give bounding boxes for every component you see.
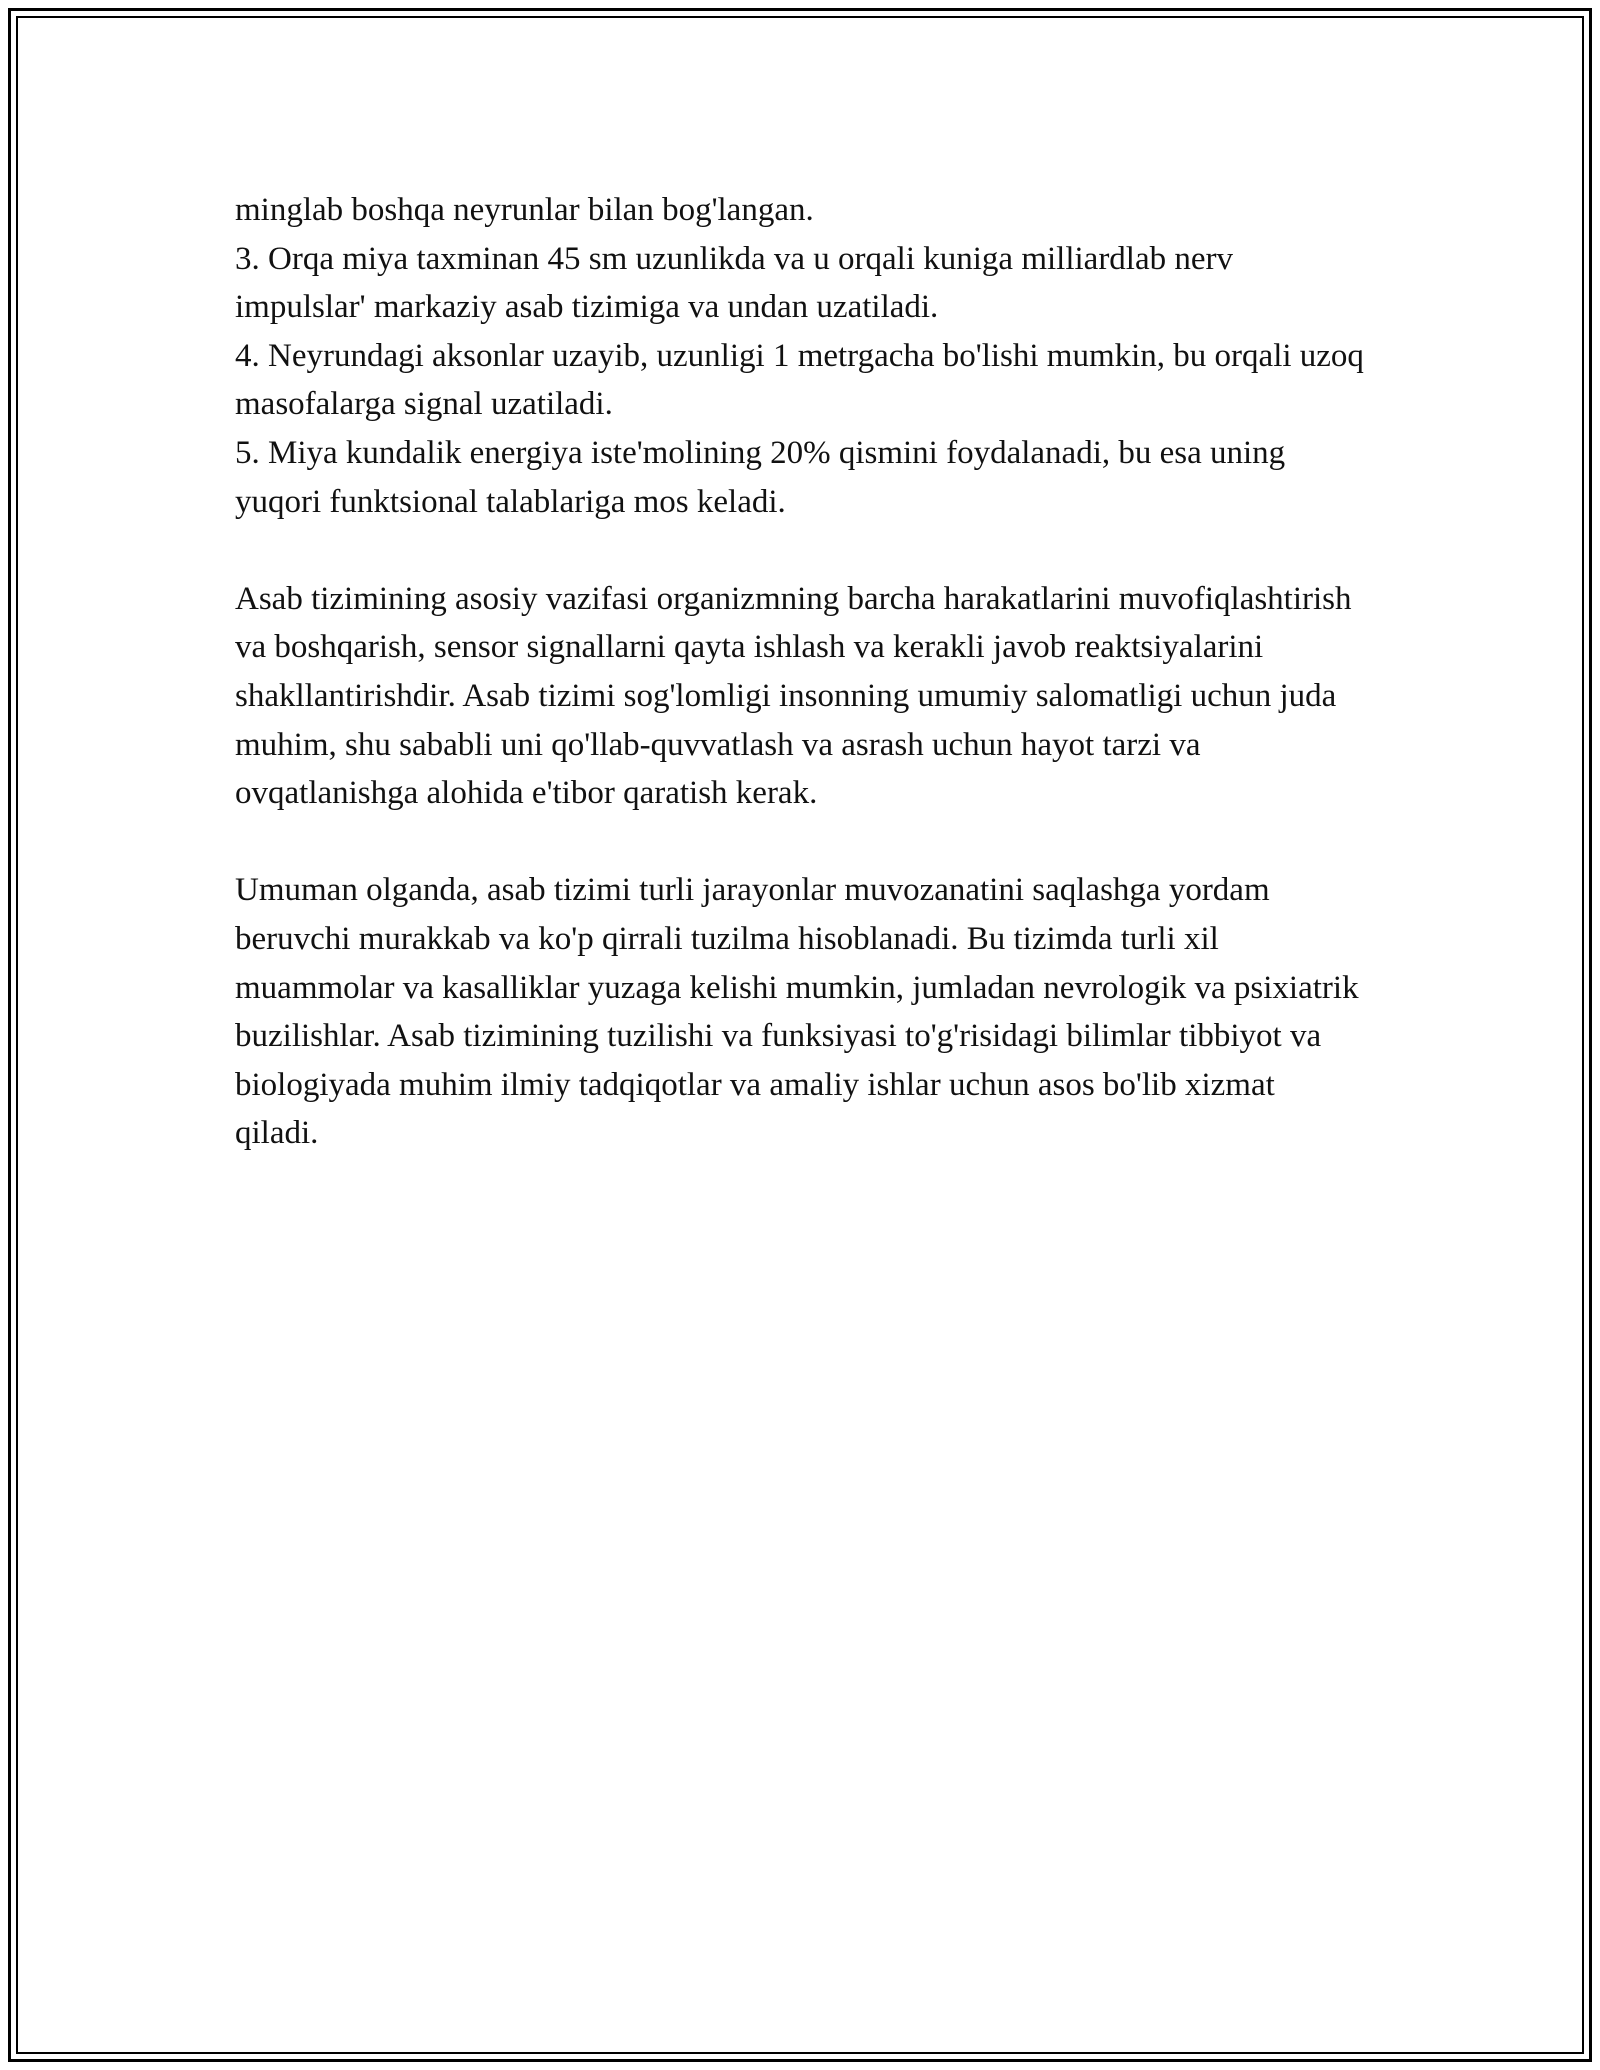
document-body bbox=[235, 186, 1365, 1158]
paragraph-gap bbox=[235, 818, 1365, 867]
paragraph-conclusion: Umuman olganda, asab tizimi turli jarayonlar muvozanatini saqlashga yordam beruvchi murakkab va ko'p qirrali tuzilma hisoblanadi. Bu tizimda turli xil muammolar va kasalliklar yuzaga kelishi mumkin, jumladan nevrologik va psixiatrik buzilishlar. Asab tizimining tuzilishi va funksiyasi to'g'risidagi bilimlar tibbiyot va biologiyada muhim ilmiy tadqiqotlar va amaliy ishlar uchun asos bo'lib xizmat qiladi. bbox=[235, 872, 1359, 1152]
list-item-3: 3. Orqa miya taxminan 45 sm uzunlikda va u orqali kuniga milliardlab nerv impulslar' markaziy asab tizimiga va undan uzatiladi. bbox=[235, 240, 1234, 326]
paragraph-gap bbox=[235, 526, 1365, 575]
list-item-4: 4. Neyrundagi aksonlar uzayib, uzunligi 1 metrgacha bo'lishi mumkin, bu orqali uzoq masofalarga signal uzatiladi. bbox=[235, 337, 1364, 423]
list-item-5: 5. Miya kundalik energiya iste'molining 20% qismini foydalanadi, bu esa uning yuqori funktsional talablariga mos keladi. bbox=[235, 434, 1286, 520]
list-continuation: minglab boshqa neyrunlar bilan bog'langan. bbox=[235, 192, 814, 228]
paragraph-main-function: Asab tizimining asosiy vazifasi organizmning barcha harakatlarini muvofiqlashtirish va boshqarish, sensor signallarni qayta ishlash va kerakli javob reaktsiyalarini shakllantirishdir. Asab tizimi sog'lomligi insonning umumiy salomatligi uchun juda muhim, shu sababli uni qo'llab-quvvatlash va asrash uchun hayot tarzi va ovqatlanishga alohida e'tibor qaratish kerak. bbox=[235, 580, 1352, 812]
